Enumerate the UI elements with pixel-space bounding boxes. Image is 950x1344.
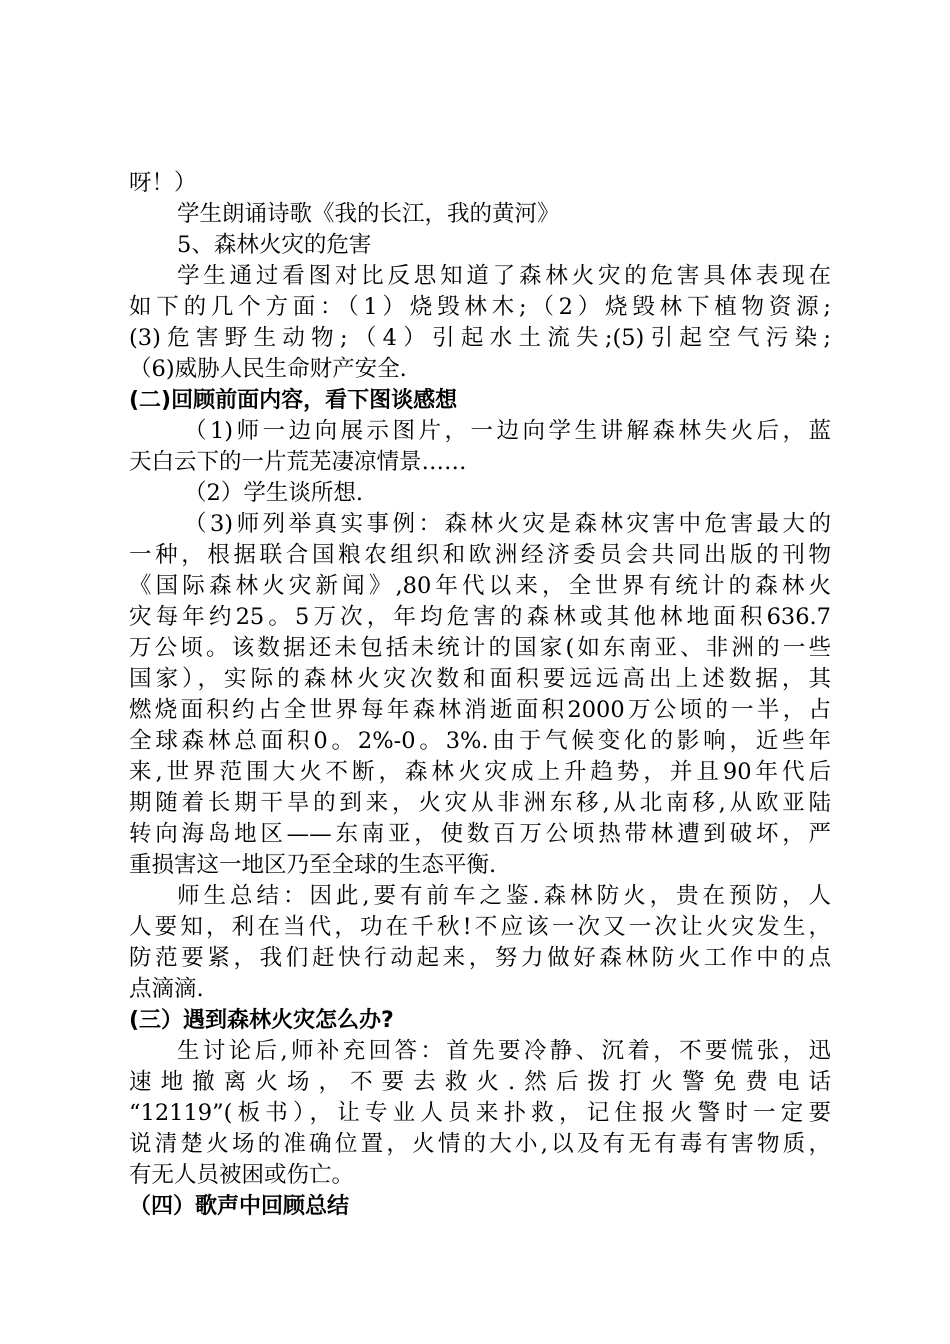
text-line: 学生朗诵诗歌《我的长江，我的黄河》 (177, 201, 560, 227)
text-line: 来,世界范围大火不断，森林火灾成上升趋势，并且90年代后 (129, 759, 831, 785)
text-line: 期随着长期干旱的到来，火灾从非洲东移,从北南移,从欧亚陆 (129, 790, 831, 816)
text-line: 如下的几个方面：（1）烧毁林木;（2）烧毁林下植物资源; (129, 294, 831, 320)
text-line: 说清楚火场的准确位置，火情的大小,以及有无有毒有害物质， (129, 1131, 831, 1157)
text-line: 《国际森林火灾新闻》,80年代以来，全世界有统计的森林火 (129, 573, 831, 599)
document-body (129, 168, 831, 1222)
section-heading: （四）歌声中回顾总结 (129, 1194, 350, 1219)
text-line: 速地撤离火场，不要去救火.然后拨打火警免费电话 (129, 1069, 831, 1095)
text-line: （2）学生谈所想. (184, 480, 363, 506)
text-line: 转向海岛地区——东南亚，使数百万公顷热带林遭到破坏，严 (129, 821, 831, 847)
text-line: （1)师一边向展示图片，一边向学生讲解森林失火后，蓝 (184, 418, 831, 444)
text-line: 重损害这一地区乃至全球的生态平衡. (129, 852, 497, 878)
text-line: 人要知，利在当代，功在千秋!不应该一次又一次让火灾发生， (129, 914, 831, 940)
text-line: 燃烧面积约占全世界每年森林消逝面积2000万公顷的一半，占 (129, 697, 831, 723)
text-line: 防范要紧，我们赶快行动起来，努力做好森林防火工作中的点 (129, 945, 831, 971)
section-heading: (三）遇到森林火灾怎么办? (129, 1008, 394, 1033)
text-line: 5、森林火灾的危害 (177, 232, 372, 258)
text-line: 灾每年约25。5万次，年均危害的森林或其他林地面积636.7 (129, 604, 831, 630)
text-line: 全球森林总面积0。2%-0。3%.由于气候变化的影响，近些年 (129, 728, 831, 754)
text-line: 一种，根据联合国粮农组织和欧洲经济委员会共同出版的刊物 (129, 542, 831, 568)
text-line: “12119”(板书），让专业人员来扑救，记住报火警时一定要 (129, 1100, 831, 1126)
text-line: (3)危害野生动物;（4）引起水土流失;(5)引起空气污染; (129, 325, 831, 351)
text-line: 呀！） (129, 170, 197, 196)
text-line: 生讨论后,师补充回答：首先要冷静、沉着，不要慌张，迅 (177, 1038, 831, 1064)
section-heading: (二)回顾前面内容，看下图谈感想 (129, 388, 458, 413)
text-line: 学生通过看图对比反思知道了森林火灾的危害具体表现在 (177, 263, 831, 289)
text-line: 万公顷。该数据还未包括未统计的国家(如东南亚、非洲的一些 (129, 635, 831, 661)
text-line: 国家），实际的森林火灾次数和面积要远远高出上述数据，其 (129, 666, 831, 692)
text-line: 点滴滴. (129, 976, 204, 1002)
text-line: 天白云下的一片荒芜凄凉情景…… (129, 449, 467, 475)
text-line: 师生总结：因此,要有前车之鉴.森林防火，贵在预防，人 (177, 883, 831, 909)
text-line: 有无人员被困或伤亡。 (129, 1162, 355, 1188)
text-line: （3)师列举真实事例：森林火灾是森林灾害中危害最大的 (184, 511, 831, 537)
text-line: （6)威胁人民生命财产安全. (129, 356, 407, 382)
